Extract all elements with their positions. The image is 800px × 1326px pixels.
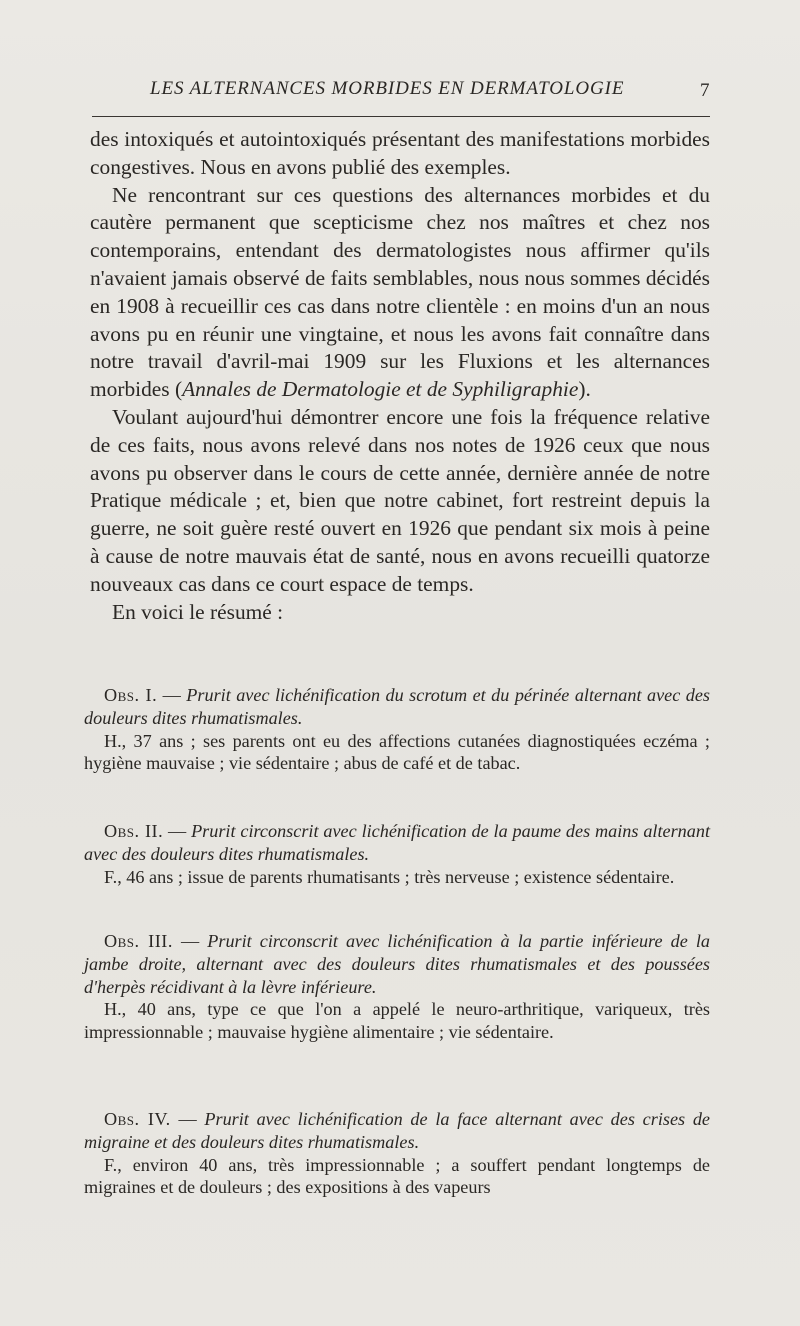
observation-3 (84, 930, 710, 1044)
observation-label: Obs. III. (104, 931, 173, 951)
paragraph-2-text: Ne rencontrant sur ces questions des alternances morbides et du cautère permanent que scepticisme chez nos maîtres et chez nos contemporains, entendant des dermatologistes nous affirmer qu'ils n'avaient jamais observé de faits semblables, nous nous sommes décidés en 1908 à recueillir ces cas dans notre clientèle : en moins d'un an nous avons pu en réunir une vingtaine, et nous les avons fait connaître dans notre travail d'avril-mai 1909 sur les Fluxions et les alternances morbides ( (90, 182, 710, 402)
observation-heading (84, 820, 710, 866)
observation-title: Prurit circonscrit avec lichénification de la paume des mains alternant avec des douleurs dites rhumatismales. (84, 821, 711, 864)
paragraph-4: En voici le résumé : (112, 599, 284, 624)
observation-description: H., 40 ans, type ce que l'on a appelé le neuro-arthritique, variqueux, très impressionnable ; mauvaise hygiène alimentaire ; vie sédentaire. (84, 999, 710, 1043)
page-number: 7 (700, 80, 710, 101)
observation-label: Obs. II. (104, 821, 164, 841)
observation-description: H., 37 ans ; ses parents ont eu des affections cutanées diagnostiquées eczéma ; hygiène mauvaise ; vie sédentaire ; abus de café et de tabac. (84, 730, 710, 774)
observation-title: Prurit circonscrit avec lichénification à la partie inférieure de la jambe droite, alternant avec des douleurs dites rhumatismales et des poussées d'herpès récidivant à la lèvre inférieure. (84, 931, 710, 997)
observation-2 (84, 820, 710, 888)
running-head (0, 76, 800, 106)
observation-dash: — (172, 931, 208, 951)
observation-dash: — (170, 1109, 205, 1129)
observation-title: Prurit avec lichénification de la face alternant avec des crises de migraine et des douleurs dites rhumatismales. (84, 1109, 710, 1152)
observation-heading (84, 1108, 710, 1154)
paragraph-3: Voulant aujourd'hui démontrer encore une fois la fréquence relative de ces faits, nous avons relevé dans nos notes de 1926 ceux que nous avons pu observer dans le cours de cette année, dernière année de notre Pratique médicale ; et, bien que notre cabinet, fort restreint depuis la guerre, ne soit guère resté ouvert en 1926 que pendant six mois à peine à cause de notre mauvais état de santé, nous en avons recueilli quatorze nouveaux cas dans ce court espace de temps. (90, 404, 710, 596)
paragraph-2-end: ). (578, 377, 591, 402)
observation-label: Obs. I. (104, 685, 158, 705)
observation-dash: — (163, 821, 192, 841)
observation-description: F., 46 ans ; issue de parents rhumatisants ; très nerveuse ; existence sédentaire. (104, 866, 675, 887)
observation-title: Prurit avec lichénification du scrotum et du périnée alternant avec des douleurs dites rhumatismales. (84, 685, 710, 728)
observation-description: F., environ 40 ans, très impressionnable ; a souffert pendant longtemps de migraines et de douleurs ; des expositions à des vapeurs (84, 1154, 710, 1198)
running-title: LES ALTERNANCES MORBIDES EN DERMATOLOGIE (150, 78, 625, 99)
observation-1 (84, 684, 710, 775)
journal-title: Annales de Dermatologie et de Syphiligraphie (182, 377, 579, 402)
observation-label: Obs. IV. (104, 1109, 171, 1129)
observation-4 (84, 1108, 710, 1199)
paragraph-2 (90, 182, 710, 404)
main-text (90, 126, 710, 626)
observation-heading (84, 930, 710, 998)
paragraph-1: des intoxiqués et autointoxiqués présentant des manifestations morbides congestives. Nous en avons publié des exemples. (90, 127, 710, 179)
header-rule (92, 116, 710, 117)
observation-heading (84, 684, 710, 730)
observation-dash: — (157, 685, 187, 705)
